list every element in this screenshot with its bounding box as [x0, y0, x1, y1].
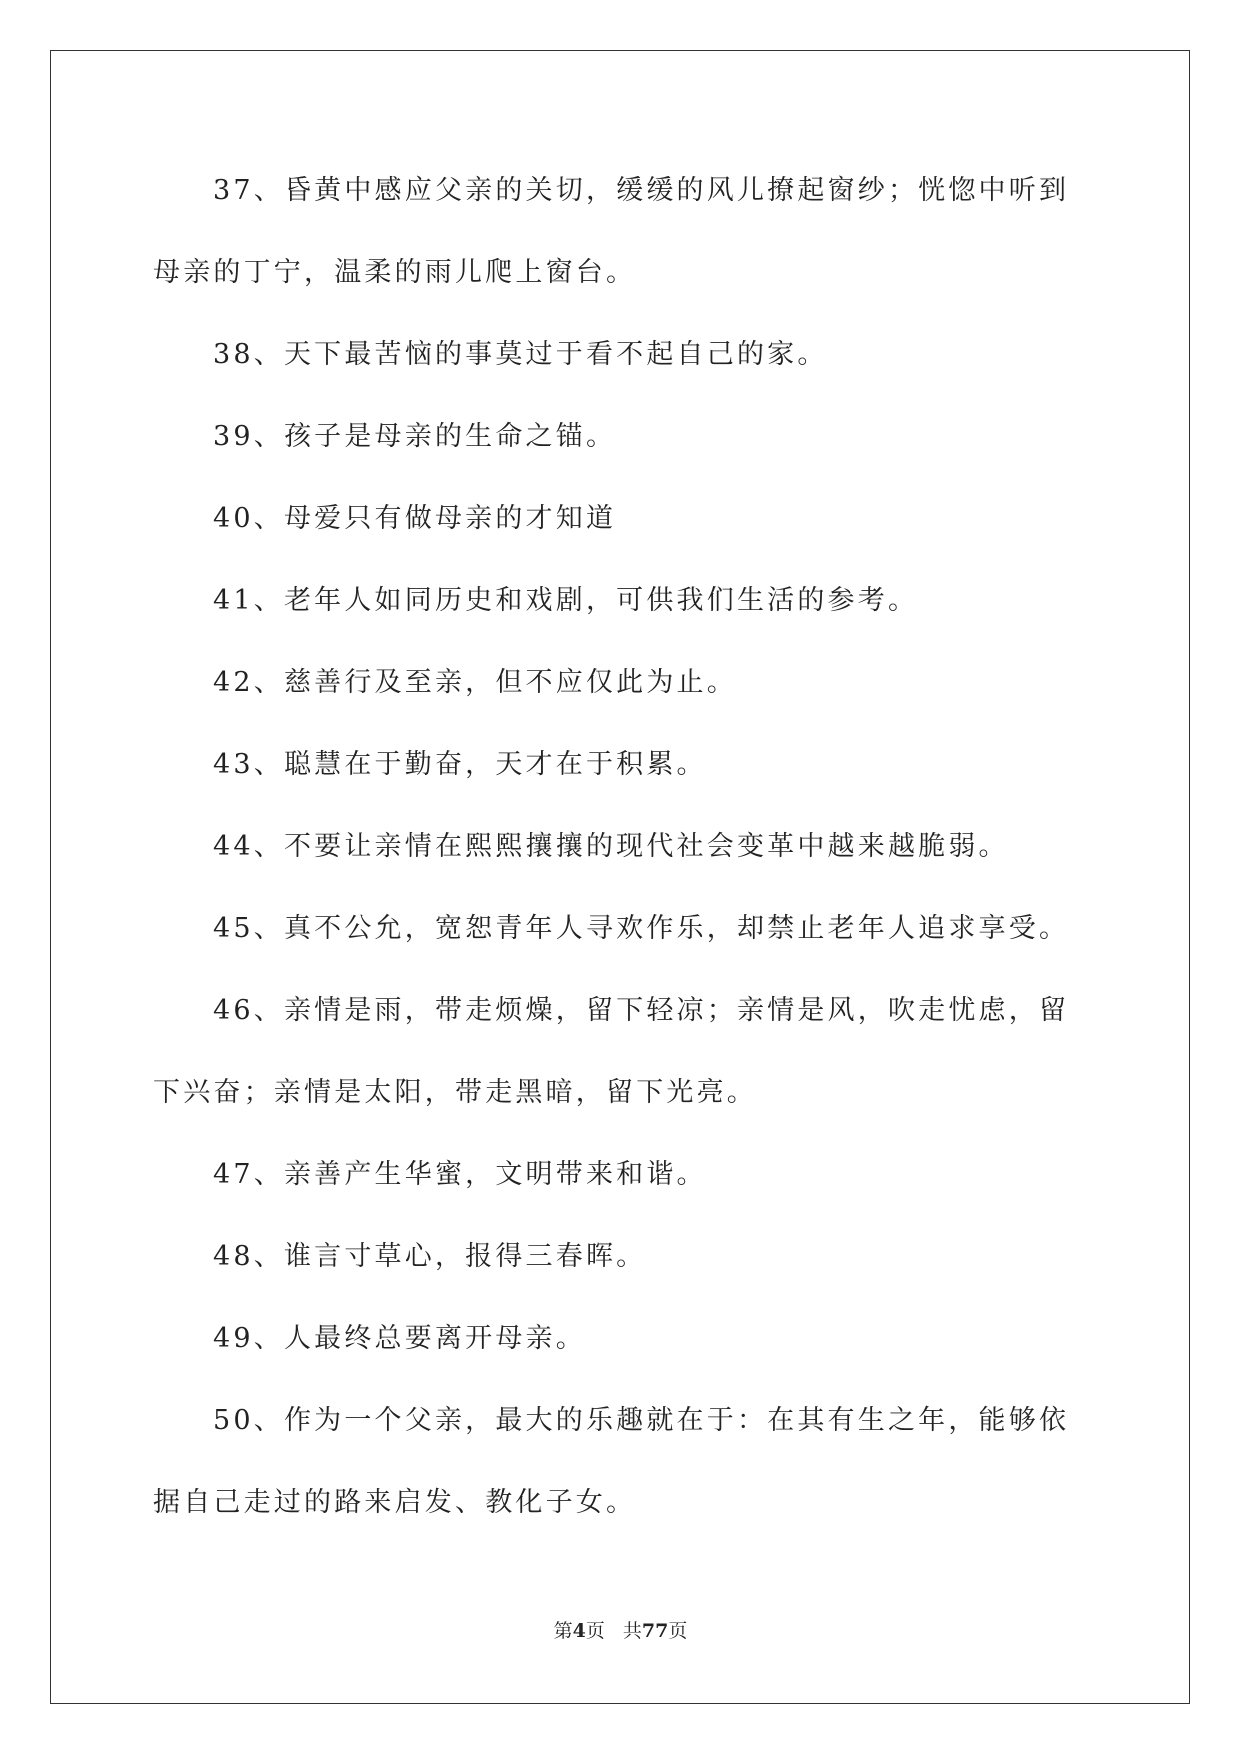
paragraph-50: 50、作为一个父亲，最大的乐趣就在于：在其有生之年，能够依据自己走过的路来启发、教化子女。: [153, 1405, 1070, 1518]
paragraph-44: 44、不要让亲情在熙熙攘攘的现代社会变革中越来越脆弱。: [213, 831, 1009, 862]
paragraph-49: 49、人最终总要离开母亲。: [213, 1323, 586, 1354]
paragraph-42: 42、慈善行及至亲，但不应仅此为止。: [213, 667, 737, 698]
page-suffix: 页: [585, 1620, 605, 1642]
total-suffix: 页: [668, 1620, 688, 1642]
page-prefix: 第: [553, 1620, 573, 1642]
paragraph-39: 39、孩子是母亲的生命之锚。: [213, 421, 617, 452]
paragraph-48: 48、谁言寸草心，报得三春晖。: [213, 1241, 647, 1272]
paragraph-40: 40、母爱只有做母亲的才知道: [213, 503, 617, 534]
paragraph-46: 46、亲情是雨，带走烦燥，留下轻凉；亲情是风，吹走忧虑，留下兴奋；亲情是太阳，带走黑暗，留下光亮。: [153, 995, 1070, 1108]
paragraph-41: 41、老年人如同历史和戏剧，可供我们生活的参考。: [213, 585, 919, 616]
page-footer: [0, 1616, 1241, 1643]
paragraph-43: 43、聪慧在于勤奋，天才在于积累。: [213, 749, 707, 780]
paragraph-37: 37、昏黄中感应父亲的关切，缓缓的风儿撩起窗纱；恍惚中听到母亲的丁宁，温柔的雨儿爬上窗台。: [153, 175, 1070, 288]
document-body: [153, 150, 1093, 1544]
paragraph-47: 47、亲善产生华蜜，文明带来和谐。: [213, 1159, 707, 1190]
paragraph-45: 45、真不公允，宽恕青年人寻欢作乐，却禁止老年人追求享受。: [213, 913, 1070, 944]
paragraph-38: 38、天下最苦恼的事莫过于看不起自己的家。: [213, 339, 828, 370]
page-number: 4: [572, 1620, 586, 1642]
total-prefix: 共: [622, 1620, 642, 1642]
total-pages: 77: [641, 1620, 669, 1642]
